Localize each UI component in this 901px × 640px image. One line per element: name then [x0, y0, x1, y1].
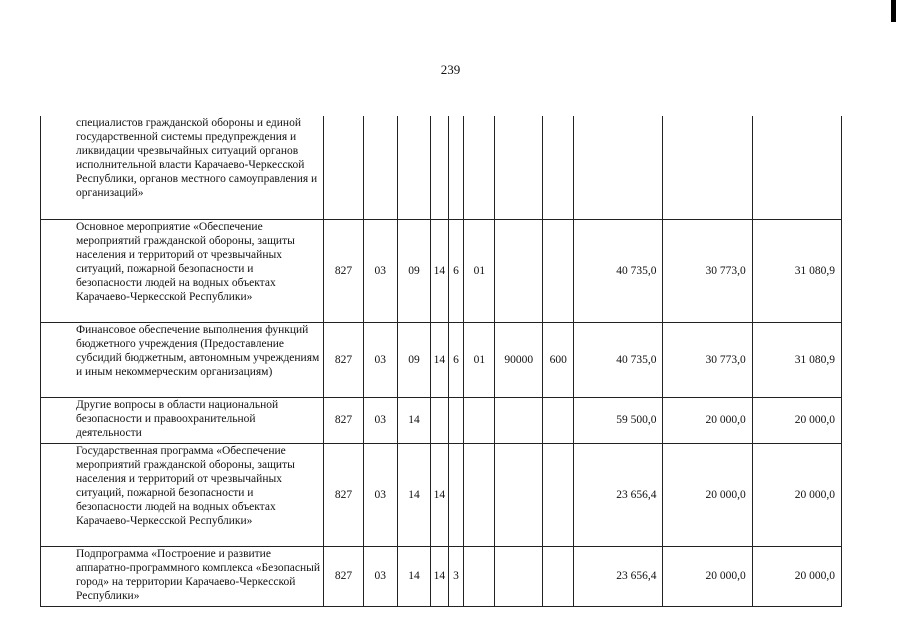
program-code: [431, 397, 449, 443]
ministry-code: 827: [324, 322, 363, 397]
row-name: Государственная программа «Обеспечение мероприятий гражданской обороны, защиты населения и территорий от чрезвычайных ситуаций, пожарной безопасности и безопасности людей на водных объектах Карачаево-Черкесской Республики»: [41, 443, 324, 546]
amount-year-2: 20 000,0: [663, 546, 752, 606]
ministry-code: 827: [324, 219, 363, 322]
direction-code: [495, 546, 543, 606]
subprogram-code: [448, 116, 464, 219]
program-code: 14: [431, 546, 449, 606]
amount-year-1: 23 656,4: [574, 443, 663, 546]
subprogram-code: [448, 443, 464, 546]
amount-year-1: 40 735,0: [574, 219, 663, 322]
amount-year-1: 59 500,0: [574, 397, 663, 443]
activity-code: 01: [464, 322, 495, 397]
expense-type-code: [543, 443, 574, 546]
amount-year-3: 20 000,0: [752, 397, 841, 443]
amount-year-3: 20 000,0: [752, 443, 841, 546]
amount-year-2: [663, 116, 752, 219]
table-row: [41, 443, 842, 546]
section-code: 03: [363, 546, 397, 606]
direction-code: [495, 443, 543, 546]
activity-code: 01: [464, 219, 495, 322]
section-code: 03: [363, 397, 397, 443]
program-code: 14: [431, 219, 449, 322]
amount-year-2: 30 773,0: [663, 322, 752, 397]
amount-year-3: [752, 116, 841, 219]
program-code: 14: [431, 443, 449, 546]
program-code: 14: [431, 322, 449, 397]
subsection-code: 09: [397, 322, 430, 397]
budget-table: [40, 116, 842, 607]
section-code: 03: [363, 219, 397, 322]
row-name: специалистов гражданской обороны и единой государственной системы предупреждения и ликвидации чрезвычайных ситуаций органов исполнительной власти Карачаево-Черкесской Республики, органов местного самоуправления и организаций»: [41, 116, 324, 219]
subsection-code: 14: [397, 443, 430, 546]
section-code: 03: [363, 322, 397, 397]
activity-code: [464, 546, 495, 606]
subsection-code: 14: [397, 546, 430, 606]
subprogram-code: 3: [448, 546, 464, 606]
ministry-code: 827: [324, 443, 363, 546]
amount-year-1: 23 656,4: [574, 546, 663, 606]
amount-year-1: 40 735,0: [574, 322, 663, 397]
row-name: Основное мероприятие «Обеспечение мероприятий гражданской обороны, защиты населения и территорий от чрезвычайных ситуаций, пожарной безопасности и безопасности людей на водных объектах Карачаево-Черкесской Республики»: [41, 219, 324, 322]
row-name: Подпрограмма «Построение и развитие аппаратно-программного комплекса «Безопасный город» на территории Карачаево-Черкесской Республики»: [41, 546, 324, 606]
table-row: [41, 322, 842, 397]
amount-year-2: 20 000,0: [663, 443, 752, 546]
expense-type-code: [543, 397, 574, 443]
subsection-code: [397, 116, 430, 219]
expense-type-code: [543, 116, 574, 219]
activity-code: [464, 116, 495, 219]
amount-year-2: 30 773,0: [663, 219, 752, 322]
program-code: [431, 116, 449, 219]
direction-code: [495, 219, 543, 322]
expense-type-code: [543, 219, 574, 322]
ministry-code: [324, 116, 363, 219]
activity-code: [464, 397, 495, 443]
expense-type-code: [543, 546, 574, 606]
activity-code: [464, 443, 495, 546]
amount-year-3: 20 000,0: [752, 546, 841, 606]
section-code: [363, 116, 397, 219]
direction-code: [495, 116, 543, 219]
page-number: 239: [440, 62, 461, 77]
direction-code: 90000: [495, 322, 543, 397]
subprogram-code: 6: [448, 322, 464, 397]
ministry-code: 827: [324, 546, 363, 606]
direction-code: [495, 397, 543, 443]
amount-year-1: [574, 116, 663, 219]
amount-year-2: 20 000,0: [663, 397, 752, 443]
table-row: [41, 397, 842, 443]
table-row: [41, 219, 842, 322]
amount-year-3: 31 080,9: [752, 322, 841, 397]
table-row: [41, 116, 842, 219]
edge-mark: [891, 0, 896, 22]
table-row: [41, 546, 842, 606]
expense-type-code: 600: [543, 322, 574, 397]
section-code: 03: [363, 443, 397, 546]
subprogram-code: [448, 397, 464, 443]
subsection-code: 09: [397, 219, 430, 322]
subsection-code: 14: [397, 397, 430, 443]
row-name: Финансовое обеспечение выполнения функций бюджетного учреждения (Предоставление субсидий бюджетным, автономным учреждениям и иным некоммерческим организациям): [41, 322, 324, 397]
amount-year-3: 31 080,9: [752, 219, 841, 322]
subprogram-code: 6: [448, 219, 464, 322]
row-name: Другие вопросы в области национальной безопасности и правоохранительной деятельности: [41, 397, 324, 443]
ministry-code: 827: [324, 397, 363, 443]
